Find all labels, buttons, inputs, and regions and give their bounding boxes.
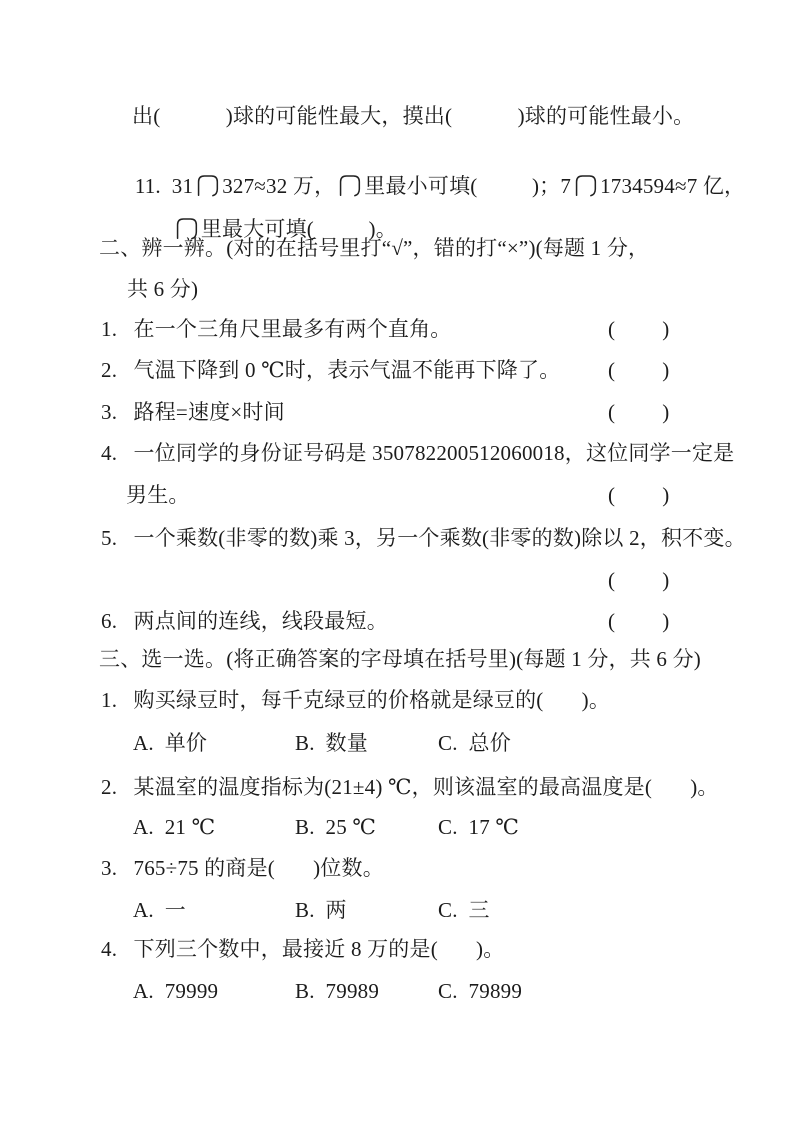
section2-question-6: 6. 两点间的连线，线段最短。 bbox=[101, 609, 388, 633]
section3-q4-option-a: A. 79999 bbox=[133, 979, 219, 1003]
section3-question-1: 1. 购买绿豆时，每千克绿豆的价格就是绿豆的( )。 bbox=[101, 688, 611, 712]
answer-bracket-s2q1: ( ) bbox=[608, 317, 670, 341]
answer-bracket-s2q6: ( ) bbox=[608, 609, 670, 633]
section3-q1-option-a: A. 单价 bbox=[133, 731, 208, 755]
section3-q4-option-c: C. 79899 bbox=[438, 979, 523, 1003]
section2-question-2: 2. 气温下降到 0 ℃时，表示气温不能再下降了。 bbox=[101, 358, 561, 382]
section3-question-2: 2. 某温室的温度指标为(21±4) ℃，则该温室的最高温度是( )。 bbox=[101, 775, 719, 799]
section3-q1-option-c: C. 总价 bbox=[438, 731, 511, 755]
section3-q1-option-b: B. 数量 bbox=[295, 731, 368, 755]
section3-q2-option-a: A. 21 ℃ bbox=[133, 815, 216, 839]
answer-bracket-s2q5: ( ) bbox=[608, 568, 670, 592]
answer-bracket-s2q2: ( ) bbox=[608, 358, 670, 382]
section2-question-3: 3. 路程=速度×时间 bbox=[101, 400, 285, 424]
text-segment: 11. 31 bbox=[134, 174, 194, 198]
section3-q2-option-b: B. 25 ℃ bbox=[295, 815, 377, 839]
section3-q3-option-a: A. 一 bbox=[133, 898, 186, 922]
answer-bracket-s2q3: ( ) bbox=[608, 400, 670, 424]
section2-question-4-line1: 4. 一位同学的身份证号码是 350782200512060018，这位同学一定是 bbox=[101, 441, 735, 465]
section-2-header-line2: 共 6 分) bbox=[127, 277, 199, 301]
section-2-header-line1: 二、辨一辨。(对的在括号里打“√”，错的打“×”)(每题 1 分， bbox=[99, 236, 650, 260]
section3-q3-option-b: B. 两 bbox=[295, 898, 347, 922]
text-segment: 里最小可填( )；7 bbox=[364, 174, 572, 198]
fill-in-box-icon bbox=[573, 172, 598, 197]
section3-question-4: 4. 下列三个数中，最接近 8 万的是( )。 bbox=[101, 937, 505, 961]
section2-question-1: 1. 在一个三角尺里最多有两个直角。 bbox=[101, 317, 452, 341]
section3-q2-option-c: C. 17 ℃ bbox=[438, 815, 520, 839]
question-10-continuation: 出( )球的可能性最大，摸出( )球的可能性最小。 bbox=[132, 104, 695, 128]
section3-question-3: 3. 765÷75 的商是( )位数。 bbox=[101, 856, 384, 880]
section2-question-5: 5. 一个乘数(非零的数)乘 3，另一个乘数(非零的数)除以 2，积不变。 bbox=[101, 526, 746, 550]
text-segment: 里最大可填( )。 bbox=[200, 217, 397, 241]
section-3-header: 三、选一选。(将正确答案的字母填在括号里)(每题 1 分，共 6 分) bbox=[99, 647, 701, 671]
section3-q4-option-b: B. 79989 bbox=[295, 979, 380, 1003]
text-segment: 1734594≈7 亿， bbox=[600, 174, 746, 198]
answer-bracket-s2q4: ( ) bbox=[608, 483, 670, 507]
section3-q3-option-c: C. 三 bbox=[438, 898, 490, 922]
section2-question-4-line2: 男生。 bbox=[126, 483, 190, 507]
text-segment: 327≈32 万， bbox=[222, 174, 336, 198]
